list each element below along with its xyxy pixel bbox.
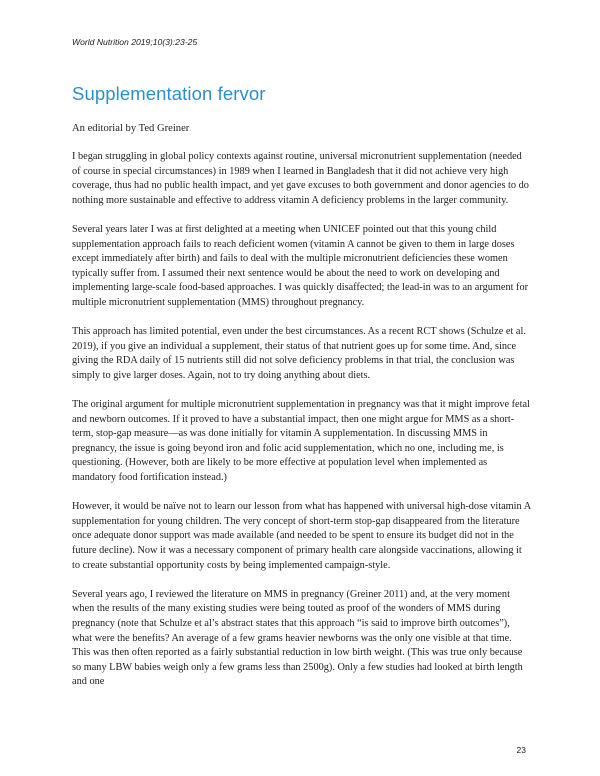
paragraph-6: Several years ago, I reviewed the literature on MMS in pregnancy (Greiner 2011) and, at the very moment when the results of the many existing studies were being touted as proof of the wonders of MMS during pregnancy (note that Schulze et al’s abstract states that this approach “is said to improve birth outcomes”), what were the benefits? An average of a few grams heavier newborns was the only one visible at that time. This was then often reported as a fairly substantial reduction in low birth weight. (This was true only because so many LBW babies weigh only a few grams less than 2500g). Only a few studies had looked at birth length and one — [72, 588, 523, 688]
paragraph-2: Several years later I was at first delighted at a meeting when UNICEF pointed out that this young child supplementation approach fails to reach deficient women (vitamin A cannot be given to them in large doses except immediately after birth) and fails to deal with the multiple micronutrient deficiencies these women typically suffer from. I assumed their next sentence would be about the need to work on developing and implementing large-scale food-based approaches. I was quickly disaffected; the lead-in was to an argument for multiple micronutrient supplementation (MMS) throughout pregnancy. — [72, 223, 529, 308]
paragraph-1: I began struggling in global policy contexts against routine, universal micronutrient supplementation (needed of course in special circumstances) in 1989 when I learned in Bangladesh that it did not achieve very high coverage, thus had no public health impact, and yet gave excuses to both government and donor agencies to do nothing more sustainable and effective to address vitamin A deficiency problems in the larger community. — [72, 151, 529, 206]
page-number: 23 — [516, 745, 526, 755]
paragraph-5: However, it would be naïve not to learn our lesson from what has happened with universal high-dose vitamin A supplementation for young children. The very concept of short-term stop-gap disappeared from the literature once adequate donor support was made available (and needed to be spent to ensure its budget did not in the future decline). Now it was a necessary component of primary health care alongside vaccinations, allowing it to create substantial opportunity costs by being implemented campaign-style. — [72, 501, 531, 571]
paragraph-3: This approach has limited potential, even under the best circumstances. As a recent RCT shows (Schulze et al. 2019), if you give an individual a supplement, their status of that nutrient goes up for some time. And, since giving the RDA daily of 15 nutrients still did not solve deficiency problems in that trial, the conclusion was simply to give larger doses. Again, not to try doing anything about diets. — [72, 326, 526, 381]
paragraph-4: The original argument for multiple micronutrient supplementation in pregnancy was that it might improve fetal and newborn outcomes. If it proved to have a substantial impact, then one might argue for MMS as a short-term, stop-gap measure—as was done initially for vitamin A supplementation. In discussing MMS in pregnancy, the issue is going beyond iron and folic acid supplementation, which no one, including me, is questioning. (However, both are likely to be more effective at population level when implemented as mandatory food fortification instead.) — [72, 399, 530, 484]
article-byline: An editorial by Ted Greiner — [72, 123, 190, 134]
article-body — [72, 150, 531, 705]
running-head: World Nutrition 2019;10(3):23-25 — [72, 37, 198, 47]
article-title: Supplementation fervor — [72, 83, 266, 104]
